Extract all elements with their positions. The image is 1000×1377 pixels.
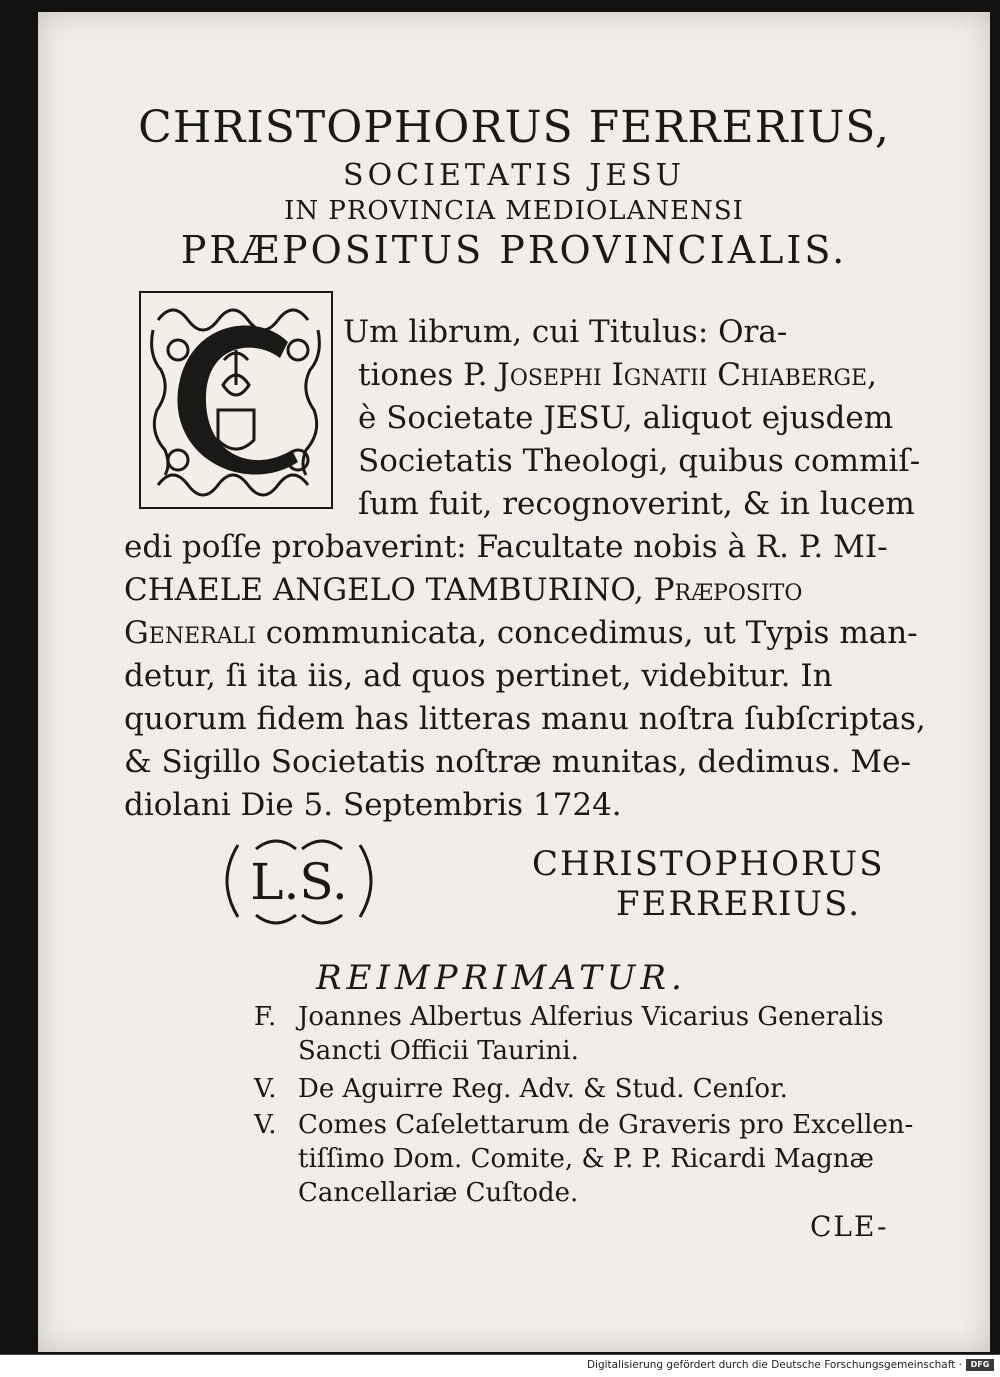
- heading-office: PRÆPOSITUS PROVINCIALIS.: [180, 228, 848, 272]
- footer-credit: Digitalisierung gefördert durch die Deutsche Forschungsgemeinschaft ·: [586, 1359, 962, 1371]
- body-line-8: [124, 613, 918, 653]
- body-line-7a: CHAELE ANGELO TAMBURINO,: [124, 572, 654, 608]
- approval-3-line-2: tiſſimo Dom. Comite, & P. P. Ricardi Magnæ: [298, 1144, 874, 1174]
- heading-name: CHRISTOPHORUS FERRERIUS,: [138, 102, 890, 153]
- body-line-12: diolani Die 5. Septembris 1724.: [124, 787, 622, 823]
- body-line-6: edi poſſe probaverint: Facultate nobis à R. P. MI-: [124, 529, 888, 565]
- approval-3-line-1: Comes Caſelettarum de Graveris pro Excellen-: [298, 1110, 914, 1140]
- heading-province: IN PROVINCIA MEDIOLANENSI: [284, 196, 744, 226]
- approval-1-line-1: Joannes Albertus Alferius Vicarius Generalis: [298, 1002, 884, 1032]
- body-line-7: [124, 570, 802, 610]
- decorated-initial-c-icon: [138, 290, 334, 510]
- signature-line-1: CHRISTOPHORUS: [532, 844, 885, 884]
- body-line-3: è Societate JESU, aliquot ejusdem: [358, 400, 894, 436]
- body-line-11: & Sigillo Societatis noſtræ munitas, dedimus. Me-: [124, 744, 911, 780]
- signature-line-2: FERRERIUS.: [616, 884, 862, 924]
- approval-marker-2: V.: [254, 1074, 277, 1104]
- approval-marker-1: F.: [254, 1002, 277, 1032]
- body-line-9: detur, ſi ita iis, ad quos pertinet, videbitur. In: [124, 658, 833, 694]
- body-line-10: quorum fidem has litteras manu noſtra ſubſcriptas,: [124, 701, 926, 737]
- locus-sigilli-seal-icon: [210, 827, 388, 935]
- approval-2-line-1: De Aguirre Reg. Adv. & Stud. Cenſor.: [298, 1074, 788, 1104]
- catchword: CLE-: [810, 1210, 889, 1243]
- body-line-2a: tiones P.: [358, 357, 498, 393]
- dfg-logo: DFG: [966, 1359, 994, 1371]
- body-line-4: Societatis Theologi, quibus commiſ-: [358, 443, 921, 479]
- footer-strip: [0, 1354, 1000, 1377]
- book-page: [38, 12, 990, 1352]
- body-line-1: Um librum, cui Titulus: Ora-: [343, 314, 788, 350]
- body-line-8a: Generali: [124, 615, 256, 651]
- heading-order: SOCIETATIS JESU: [343, 158, 685, 193]
- seal-text: L.S.: [250, 853, 348, 911]
- body-line-7b: Præposito: [653, 572, 803, 608]
- body-line-2b: Josephi Ignatii Chiaberge,: [497, 357, 877, 393]
- reimprimatur-title: REIMPRIMATUR.: [316, 958, 687, 998]
- approval-marker-3: V.: [254, 1110, 277, 1140]
- body-line-2: [358, 355, 877, 395]
- body-line-5: ſum fuit, recognoverint, & in lucem: [358, 486, 915, 522]
- approval-1-line-2: Sancti Officii Taurini.: [298, 1036, 579, 1066]
- body-line-8b: communicata, concedimus, ut Typis man-: [255, 615, 918, 651]
- approval-3-line-3: Cancellariæ Cuſtode.: [298, 1178, 579, 1208]
